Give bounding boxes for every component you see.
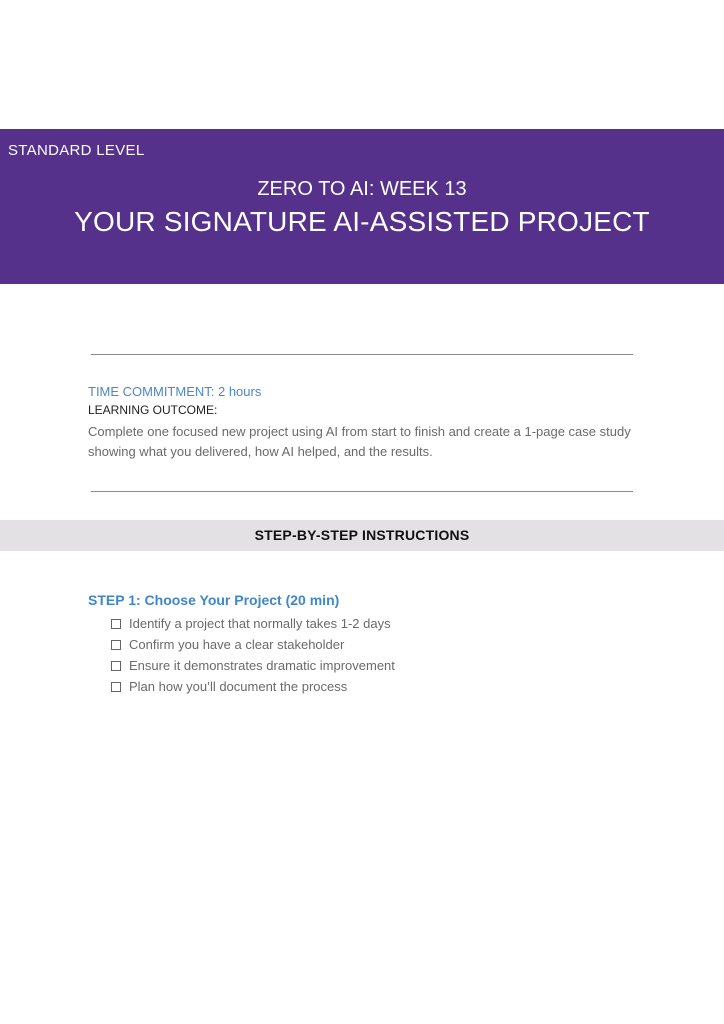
learning-outcome-text: Complete one focused new project using AI from start to finish and create a 1-page case study showing what you delivered, how AI helped, and the results. [88,424,631,459]
checklist-item[interactable] [111,655,395,676]
checklist-item-label: Confirm you have a clear stakeholder [129,637,345,652]
checkbox[interactable] [111,682,121,692]
step-1-title: STEP 1: Choose Your Project (20 min) [88,592,340,608]
level-label: STANDARD LEVEL [8,142,145,159]
checklist-item-label: Plan how you’ll document the process [129,679,348,694]
checklist-item-label: Identify a project that normally takes 1-2 days [129,616,391,631]
divider-bottom [91,491,633,492]
checklist-item[interactable] [111,634,395,655]
checkbox[interactable] [111,640,121,650]
checkbox[interactable] [111,661,121,671]
checkbox[interactable] [111,619,121,629]
learning-outcome-label: LEARNING OUTCOME: [88,403,218,417]
step-1-checklist [111,613,395,697]
time-commitment: TIME COMMITMENT: 2 hours [88,384,262,399]
week-subtitle: ZERO TO AI: WEEK 13 [257,178,467,200]
section-title: STEP-BY-STEP INSTRUCTIONS [254,527,470,543]
divider-top [91,354,633,355]
checklist-item-label: Ensure it demonstrates dramatic improvement [129,658,395,673]
header-banner [0,129,724,284]
page-title: YOUR SIGNATURE AI-ASSISTED PROJECT [74,206,650,237]
section-header [0,520,724,551]
checklist-item[interactable] [111,676,395,697]
checklist-item[interactable] [111,613,395,634]
